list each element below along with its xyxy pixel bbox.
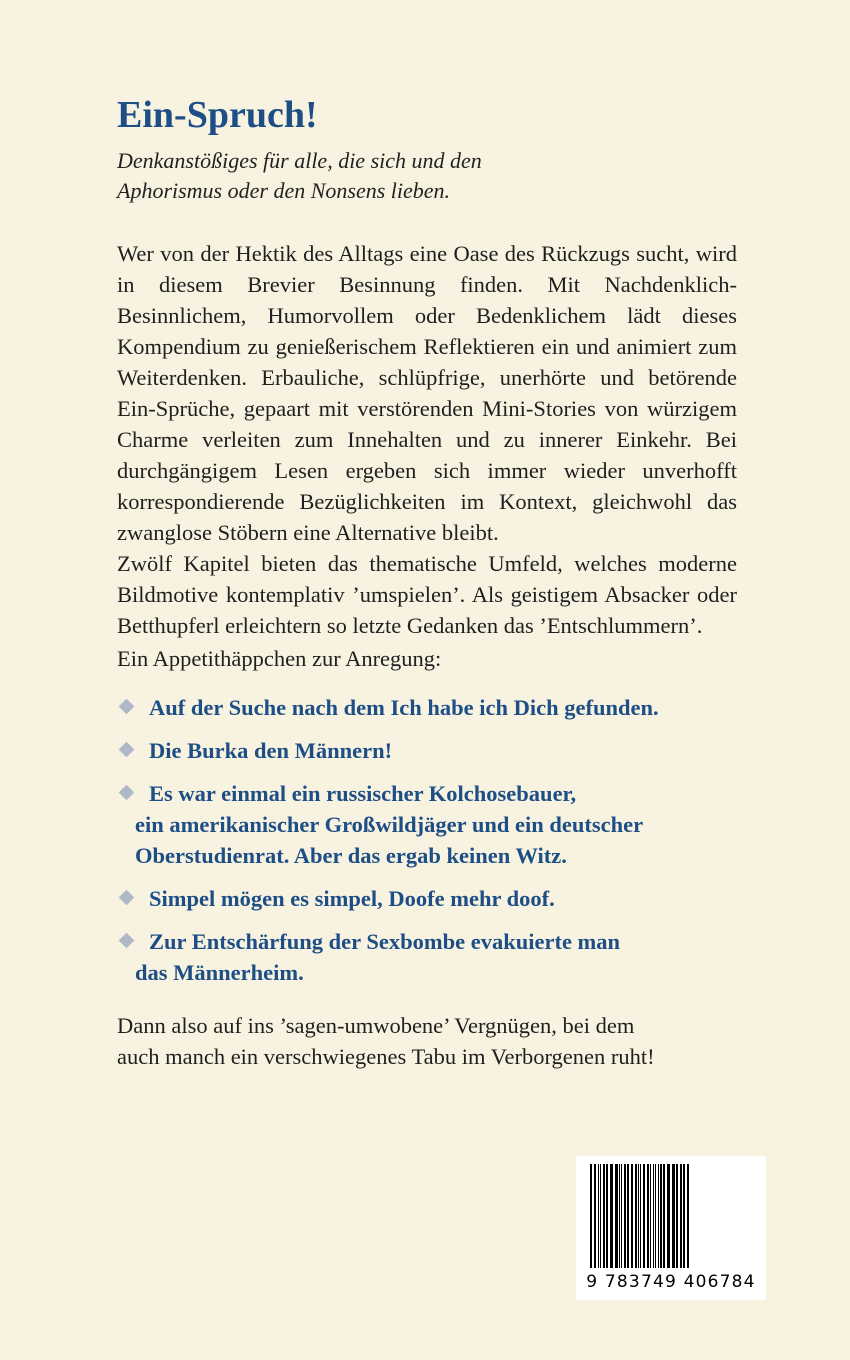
closing-line: Dann also auf ins ’sagen-umwobene’ Vergnügen, bei dem: [117, 1013, 635, 1038]
aphorism-line: Simpel mögen es simpel, Doofe mehr doof.: [149, 886, 555, 911]
aphorism-item: [117, 778, 737, 871]
diamond-bullet-icon: [119, 933, 135, 949]
diamond-bullet-icon: [119, 890, 135, 906]
isbn-barcode: [576, 1156, 766, 1300]
book-subtitle: [117, 146, 737, 206]
subtitle-line: Denkanstößiges für alle, die sich und den: [117, 148, 482, 173]
aphorism-item: [117, 926, 737, 988]
closing-line: auch manch ein verschwiegenes Tabu im Verborgenen ruht!: [117, 1044, 655, 1069]
closing-text: [117, 1010, 737, 1072]
aphorism-line: Zur Entschärfung der Sexbombe evakuierte man: [149, 929, 621, 954]
diamond-bullet-icon: [119, 785, 135, 801]
book-title: Ein-Spruch!: [117, 94, 318, 136]
subtitle-line: Aphorismus oder den Nonsens lieben.: [117, 178, 451, 203]
aphorism-line: das Männerheim.: [135, 960, 304, 985]
blurb-paragraph: Zwölf Kapitel bieten das thematische Umfeld, welches moderne Bildmotive kontemplativ ’umspielen’. Als geistigem Absacker oder Betthupferl erleichtern so letzte Gedanken das ’Entschlummern’.: [117, 551, 737, 638]
barcode-icon: [582, 1162, 760, 1270]
teaser-intro: Ein Appetithäppchen zur Anregung:: [117, 646, 442, 671]
aphorism-item: [117, 692, 737, 723]
diamond-bullet-icon: [119, 699, 135, 715]
aphorism-list: [117, 692, 737, 988]
aphorism-line: ein amerikanischer Großwildjäger und ein deutscher: [135, 812, 644, 837]
aphorism-item: [117, 883, 737, 914]
aphorism-line: Auf der Suche nach dem Ich habe ich Dich gefunden.: [149, 695, 659, 720]
diamond-bullet-icon: [119, 742, 135, 758]
back-cover-text: [117, 92, 737, 1072]
aphorism-item: [117, 735, 737, 766]
aphorism-line: Die Burka den Männern!: [149, 738, 393, 763]
blurb: [117, 238, 737, 674]
blurb-paragraph: Wer von der Hektik des Alltags eine Oase des Rückzugs sucht, wird in diesem Brevier Besinnung finden. Mit Nachdenklich-Besinnlichem, Humorvollem oder Bedenklichem lädt dieses Kompendium zu genießerischem Reflektieren ein und animiert zum Weiterdenken. Erbauliche, schlüpfrige, unerhörte und betörende Ein-Sprüche, gepaart mit verstörenden Mini-Stories von würzigem Charme verleiten zum Innehalten und zu innerer Einkehr. Bei durchgängigem Lesen ergeben sich immer wieder unverhofft korrespondierende Bezüglichkeiten im Kontext, gleichwohl das zwanglose Stöbern eine Alternative bleibt.: [117, 241, 737, 545]
aphorism-line: Oberstudienrat. Aber das ergab keinen Witz.: [135, 843, 567, 868]
isbn-number: 9 783749 406784: [586, 1272, 756, 1292]
aphorism-line: Es war einmal ein russischer Kolchosebauer,: [149, 781, 577, 806]
